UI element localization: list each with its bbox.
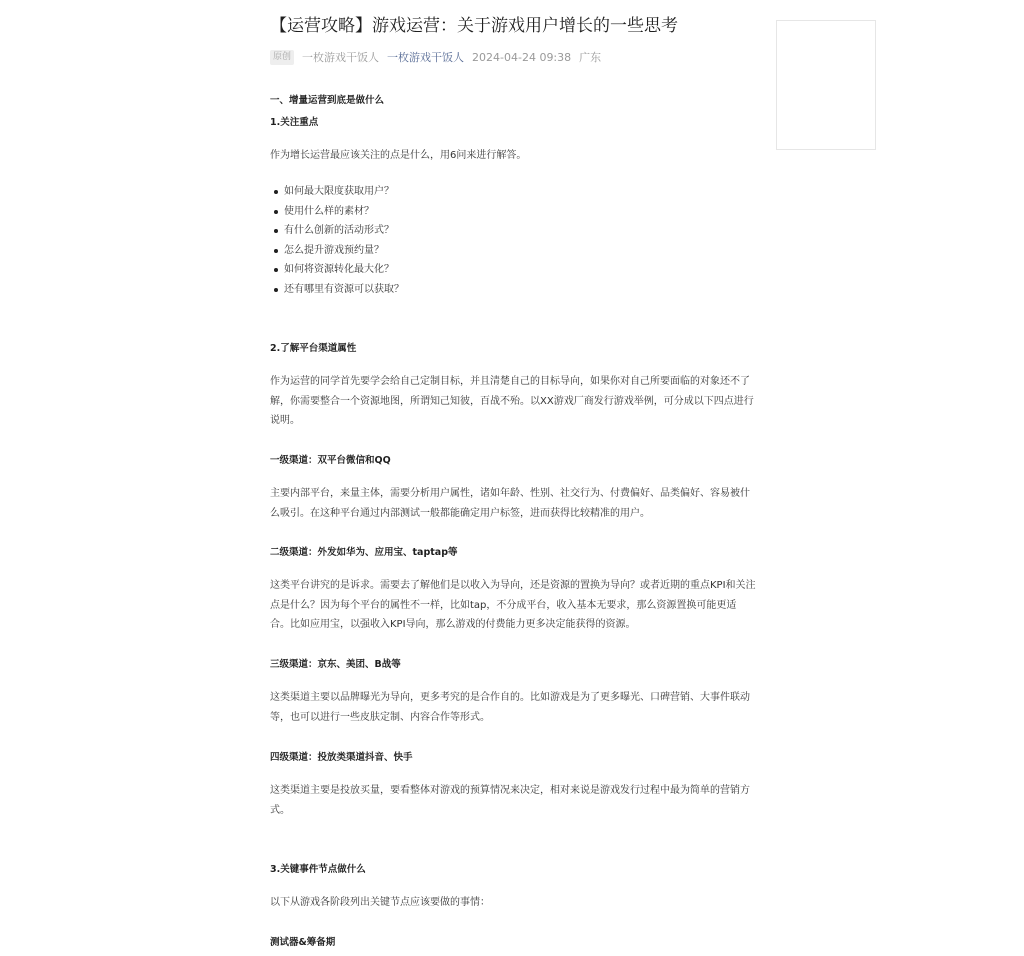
list-item: 怎么提升游戏预约量？ — [270, 241, 404, 261]
bullet-icon — [274, 249, 278, 253]
subsection-heading: 2.了解平台渠道属性 — [270, 343, 357, 354]
bullet-icon — [274, 229, 278, 233]
paragraph: 作为增长运营最应该关注的点是什么，用6问来进行解答。 — [270, 150, 527, 161]
bullet-icon — [274, 190, 278, 194]
paragraph: 这类平台讲究的是诉求。需要去了解他们是以收入为导向，还是资源的置换为导向？或者近期的重点KPI和关注点是什么？因为每个平台的属性不一样，比如tap，不分成平台，收入基本无要求，那么资源置换可能更适合。比如应用宝，以强收入KPI导向，那么游戏的付费能力更多决定能获得的资源。 — [270, 580, 756, 630]
article-title: 【运营攻略】游戏运营：关于游戏用户增长的一些思考 — [270, 16, 678, 36]
paragraph: 这类渠道主要是投放买量，要看整体对游戏的预算情况来决定，相对来说是游戏发行过程中最为简单的营销方式。 — [270, 785, 750, 816]
stage-heading: 测试器&筹备期 — [270, 937, 336, 948]
author-name: 一枚游戏干饭人 — [302, 51, 380, 64]
paragraph: 作为运营的同学首先要学会给自己定制目标，并且清楚自己的目标导向，如果你对自己所要面临的对象还不了解，你需要整合一个资源地图，所谓知己知彼，百战不殆。以XX游戏厂商发行游戏举例，可分成以下四点进行说明。 — [270, 376, 754, 426]
paragraph: 主要内部平台，来量主体，需要分析用户属性，诸如年龄、性别、社交行为、付费偏好、品类偏好、容易被什么吸引。在这种平台通过内部测试一般都能确定用户标签，进而获得比较精准的用户。 — [270, 488, 750, 519]
list-item: 如何将资源转化最大化？ — [270, 260, 404, 280]
account-link[interactable]: 一枚游戏干饭人 — [387, 51, 465, 64]
list-item: 如何最大限度获取用户？ — [270, 182, 404, 202]
side-qrcode-card — [776, 20, 876, 150]
publish-datetime: 2024-04-24 09:38 — [472, 50, 572, 64]
channel-heading: 四级渠道：投放类渠道抖音、快手 — [270, 752, 413, 763]
publish-location: 广东 — [579, 51, 602, 64]
list-item: 使用什么样的素材？ — [270, 202, 404, 222]
subsection-heading: 3.关键事件节点做什么 — [270, 864, 366, 875]
article — [270, 0, 756, 948]
bullet-icon — [274, 268, 278, 272]
question-list — [270, 182, 404, 299]
subsection-heading: 1.关注重点 — [270, 117, 319, 128]
paragraph: 以下从游戏各阶段列出关键节点应该要做的事情： — [270, 897, 490, 908]
bullet-icon — [274, 210, 278, 214]
bullet-icon — [274, 288, 278, 292]
channel-heading: 三级渠道：京东、美团、B战等 — [270, 659, 401, 670]
original-badge: 原创 — [270, 50, 294, 65]
list-item: 还有哪里有资源可以获取？ — [270, 280, 404, 300]
section-heading: 一、增量运营到底是做什么 — [270, 95, 385, 106]
article-meta — [270, 49, 756, 65]
channel-heading: 二级渠道：外发如华为、应用宝、taptap等 — [270, 547, 458, 558]
list-item: 有什么创新的活动形式？ — [270, 221, 404, 241]
paragraph: 这类渠道主要以品牌曝光为导向，更多考究的是合作自的。比如游戏是为了更多曝光、口碑营销、大事件联动等，也可以进行一些皮肤定制、内容合作等形式。 — [270, 692, 750, 723]
channel-heading: 一级渠道：双平台微信和QQ — [270, 455, 391, 466]
